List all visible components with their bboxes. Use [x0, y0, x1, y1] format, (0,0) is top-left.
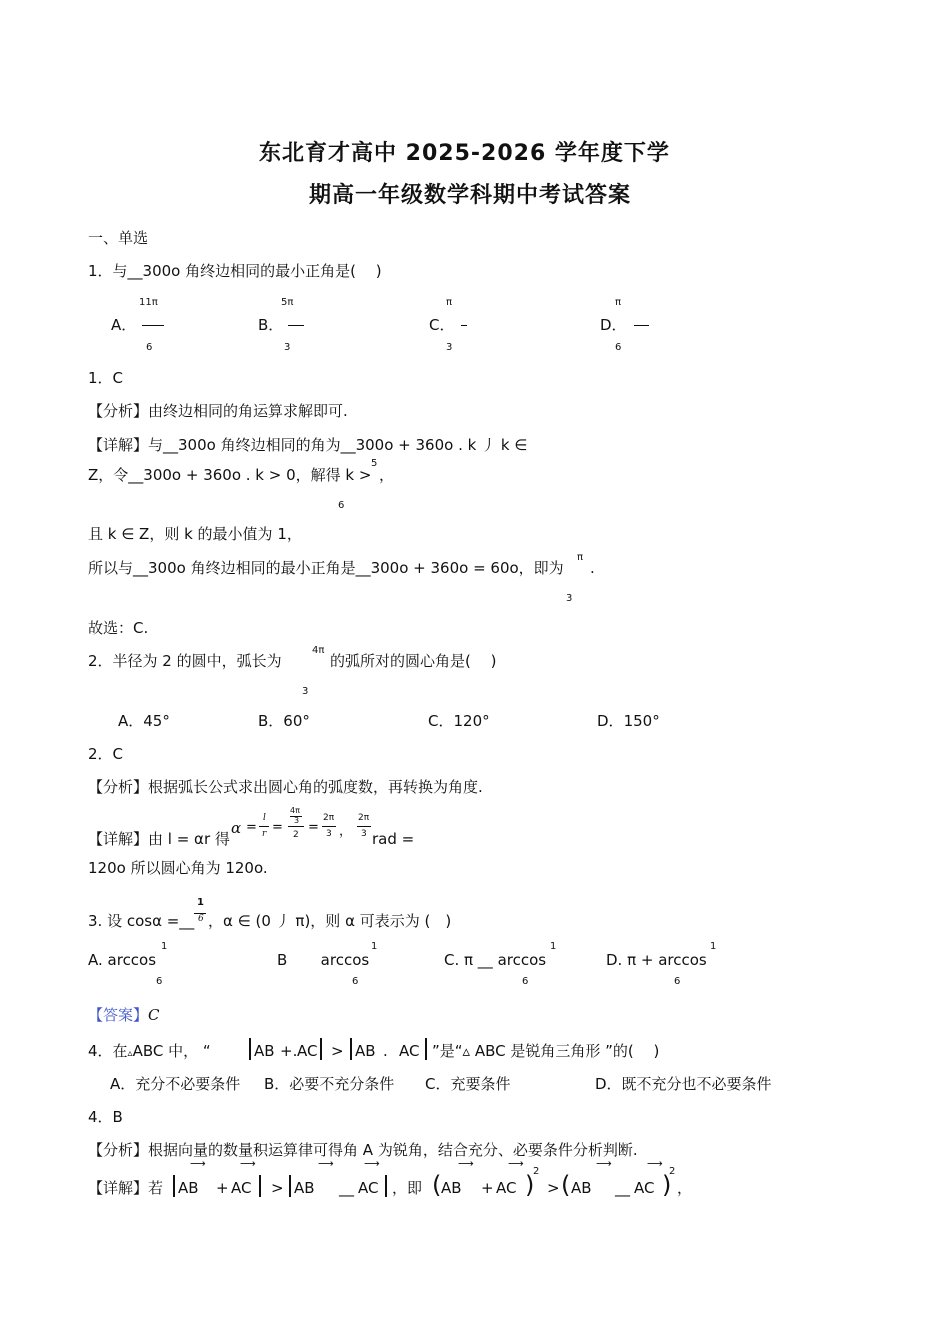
- q4-detail-ac1: AC: [231, 1179, 252, 1197]
- q2-detail-line2: 120o 所以圆心角为 120o.: [88, 859, 268, 877]
- q4-analysis-text: 根据向量的数量积运算律可得角 A 为锐角，结合充分、必要条件分析判断.: [148, 1141, 638, 1159]
- q3-option-b-sup: 1: [371, 941, 378, 952]
- q4-detail-ac4: AC: [634, 1179, 655, 1197]
- q2-formula-sep: ，: [339, 824, 353, 839]
- q4-stem-triangle: ▵: [127, 1048, 133, 1059]
- q4-detail-gt2: >: [547, 1179, 560, 1197]
- q2-detail-tag: 【详解】: [88, 830, 149, 848]
- q4-detail-ab2: AB: [294, 1179, 315, 1197]
- q2-formula-outer-bar: [288, 826, 304, 827]
- q4-stem-start-text: 4．在: [88, 1042, 128, 1060]
- q4-answer: 4．B: [88, 1108, 123, 1126]
- q4-detail-ab1: AB: [178, 1179, 199, 1197]
- q1-option-d-den: 6: [615, 342, 622, 353]
- q4-detail-abs-bar3: [289, 1175, 291, 1197]
- q4-vector-arrow-icon: ⟶: [318, 1157, 334, 1170]
- q3-option-c-sup: 1: [550, 941, 557, 952]
- q3-option-c-sub: 6: [522, 976, 529, 987]
- q4-vector-arrow-icon: ⟶: [240, 1157, 256, 1170]
- q3-option-b-sub: 6: [352, 976, 359, 987]
- q4-detail-abs-bar4: [385, 1175, 387, 1197]
- q2-stem-num: 4π: [312, 645, 325, 656]
- q4-detail-ab4: AB: [571, 1179, 592, 1197]
- q4-detail-sq1: 2: [533, 1166, 540, 1177]
- q4-stem-abs-bar1: [249, 1038, 251, 1060]
- q2-detail-rad: rad =: [372, 830, 415, 848]
- q1-option-a-fraction-bar: [142, 325, 164, 326]
- q2-formula-lr-bar: [259, 826, 269, 827]
- q2-formula-alpha: α: [231, 819, 242, 837]
- q1-answer: 1．C: [88, 369, 124, 387]
- q1-detail-line4-den: 3: [566, 593, 573, 604]
- q1-detail-text1: 与__300o 角终边相同的角为__300o + 360o . k 丿 k ∈: [148, 436, 528, 454]
- q4-stem-abs-bar2: [320, 1038, 322, 1060]
- q1-option-b-label: B．: [258, 316, 284, 334]
- q1-option-c-label: C．: [429, 316, 455, 334]
- q4-stem-ac2: AC: [399, 1042, 420, 1060]
- q4-detail-plus2: +: [481, 1179, 494, 1197]
- q4-detail-start: [88, 1179, 163, 1197]
- q1-stem: 1．与__300o 角终边相同的最小正角是( ): [88, 262, 382, 280]
- q2-detail-start: [88, 830, 230, 848]
- q4-vector-arrow-icon: ⟶: [596, 1157, 612, 1170]
- q4-vector-arrow-icon: ⟶: [647, 1157, 663, 1170]
- q2-stem-end: 的弧所对的圆心角是( ): [330, 652, 497, 670]
- q4-detail-paren-close2: ): [662, 1171, 672, 1199]
- q2-option-d: [597, 712, 660, 730]
- q1-detail-line4-num: π: [577, 552, 584, 563]
- q2-formula-result2-bar: [357, 826, 371, 827]
- q4-detail-minus2: __: [615, 1179, 630, 1197]
- q3-answer: [88, 1006, 160, 1024]
- q3-option-d-label: D. π + arccos: [606, 951, 707, 969]
- q2-formula-l: l: [263, 813, 266, 823]
- q2-option-c: [428, 712, 490, 730]
- q4-detail-paren-close1: ): [525, 1171, 535, 1199]
- q1-detail-line3: 且 k ∈ Z，则 k 的最小值为 1，: [88, 525, 302, 543]
- q1-conclusion: 故选：C.: [88, 619, 149, 637]
- q2-formula-eq1: =: [246, 820, 257, 835]
- q3-stem-num: 1: [197, 897, 204, 908]
- q4-analysis: [88, 1141, 638, 1159]
- q1-detail-line2: [88, 466, 371, 484]
- q1-detail-line4: 所以与__300o 角终边相同的最小正角是__300o + 360o = 60o，即为: [88, 559, 564, 577]
- q2-option-b: [258, 712, 310, 730]
- q2-formula-inner-num: 4π: [290, 806, 300, 815]
- q4-stem-abs-bar3: [350, 1038, 352, 1060]
- q4-stem-start: [88, 1042, 211, 1063]
- page-title-line1: 东北育才高中 2025-2026 学年度下学: [259, 141, 670, 166]
- q1-detail-line1: [88, 436, 527, 454]
- q4-analysis-tag: 【分析】: [88, 1141, 149, 1159]
- q1-option-b-den: 3: [284, 342, 291, 353]
- q4-option-a: A．充分不必要条件: [110, 1075, 241, 1093]
- q1-option-b-fraction-bar: [288, 325, 304, 326]
- q2-option-a: [118, 712, 170, 730]
- q2-detail-start-text: 由 l = αr 得: [148, 830, 230, 848]
- q2-formula-result-num: 2π: [323, 813, 335, 823]
- q1-detail-frac-den: 6: [338, 500, 345, 511]
- q2-option-b-label: B．: [258, 712, 284, 730]
- q2-formula-eq2: =: [272, 820, 283, 835]
- q4-stem-end: ”是“▵ ABC 是锐角三角形 ”的( ): [432, 1042, 660, 1060]
- q4-stem-ab1: AB: [254, 1042, 275, 1060]
- q2-formula-r: r: [262, 829, 267, 839]
- q3-answer-value: C: [148, 1006, 160, 1024]
- q3-stem-end: ，α ∈ (0 丿 π)，则 α 可表示为 ( ): [208, 912, 452, 930]
- q1-analysis: [88, 402, 348, 420]
- q2-formula-result-bar: [322, 826, 336, 827]
- q2-stem-start: 2．半径为 2 的圆中，弧长为: [88, 652, 282, 670]
- q2-stem: [88, 652, 282, 670]
- q4-detail-paren-open1: (: [432, 1171, 442, 1199]
- q4-stem-ab2: AB: [355, 1042, 376, 1060]
- q2-option-c-value: 120°: [453, 712, 490, 730]
- q4-detail-if: 若: [148, 1179, 164, 1197]
- q4-detail-end: ，: [677, 1179, 693, 1197]
- q4-detail-abs-bar2: [259, 1175, 261, 1197]
- q3-option-b-label: B arccos: [277, 951, 370, 969]
- page-title-line2: 期高一年级数学科期中考试答案: [309, 183, 632, 208]
- q1-detail-line2-end: ，: [379, 466, 395, 484]
- q4-stem-abc: ABC 中， “: [132, 1042, 211, 1060]
- q1-option-d-num: π: [615, 297, 622, 308]
- q3-option-c-label: C. π __ arccos: [444, 951, 547, 969]
- q2-answer: 2．C: [88, 745, 124, 763]
- q2-analysis: [88, 778, 483, 796]
- q1-detail-frac-num: 5: [371, 458, 378, 469]
- q4-option-b: B．必要不充分条件: [264, 1075, 395, 1093]
- q2-formula-eq3: =: [308, 820, 319, 835]
- q4-detail-ac2: AC: [358, 1179, 379, 1197]
- q3-stem-start: 3. 设 cosα =__: [88, 912, 195, 930]
- q2-option-d-value: 150°: [623, 712, 660, 730]
- q1-option-c-fraction-bar: [461, 325, 467, 326]
- q3-option-d-sub: 6: [674, 976, 681, 987]
- q1-option-a-num: 11π: [139, 297, 158, 308]
- q4-detail-minus1: __: [339, 1179, 354, 1197]
- q3-option-d-sup: 1: [710, 941, 717, 952]
- q1-option-b-num: 5π: [281, 297, 294, 308]
- q1-option-c-num: π: [446, 297, 453, 308]
- q2-formula-two: 2: [293, 830, 299, 840]
- q2-option-d-label: D．: [597, 712, 624, 730]
- q2-formula-result2-num: 2π: [358, 813, 370, 823]
- q1-option-d-fraction-bar: [634, 325, 649, 326]
- q2-stem-den: 3: [302, 686, 309, 697]
- q1-option-a-den: 6: [146, 342, 153, 353]
- q3-option-a-label: A. arccos: [88, 951, 157, 969]
- q1-detail-line4-end: .: [590, 559, 595, 577]
- q4-detail-gt: >: [271, 1179, 284, 1197]
- q1-analysis-text: 由终边相同的角运算求解即可.: [148, 402, 348, 420]
- q4-detail-ac3: AC: [496, 1179, 517, 1197]
- q1-analysis-tag: 【分析】: [88, 402, 149, 420]
- q2-option-a-value: 45°: [143, 712, 170, 730]
- q2-analysis-tag: 【分析】: [88, 778, 149, 796]
- q4-option-d: D．既不充分也不必要条件: [595, 1075, 772, 1093]
- q4-vector-arrow-icon: ⟶: [364, 1157, 380, 1170]
- q1-option-a-label: A．: [111, 316, 137, 334]
- q4-vector-arrow-icon: ⟶: [458, 1157, 474, 1170]
- q1-option-d-label: D．: [600, 316, 627, 334]
- q4-detail-sq2: 2: [669, 1166, 676, 1177]
- q2-option-b-value: 60°: [283, 712, 310, 730]
- q4-stem-plus: +.: [280, 1042, 298, 1060]
- q4-option-c: C．充要条件: [425, 1075, 511, 1093]
- q3-answer-tag: 【答案】: [88, 1006, 149, 1024]
- q4-stem-ac1: AC: [297, 1042, 318, 1060]
- section-label: 一、单选: [88, 229, 149, 247]
- q4-stem-abs-bar4: [425, 1038, 427, 1060]
- q2-option-c-label: C．: [428, 712, 454, 730]
- q2-formula-result-den: 3: [326, 829, 332, 839]
- q4-detail-tag: 【详解】: [88, 1179, 149, 1197]
- q4-detail-ie: ，即: [392, 1179, 423, 1197]
- q4-stem-minus: .: [383, 1042, 388, 1060]
- q4-vector-arrow-icon: ⟶: [190, 1157, 206, 1170]
- q2-analysis-text: 根据弧长公式求出圆心角的弧度数，再转换为角度.: [148, 778, 483, 796]
- q3-stem-den: 6: [198, 914, 204, 924]
- q4-vector-arrow-icon: ⟶: [508, 1157, 524, 1170]
- q1-detail-text2: Z，令__300o + 360o . k > 0，解得 k >: [88, 466, 372, 484]
- q3-option-a-sup: 1: [161, 941, 168, 952]
- q2-formula-result2-den: 3: [361, 829, 367, 839]
- q3-option-a-sub: 6: [156, 976, 163, 987]
- q1-detail-tag: 【详解】: [88, 436, 149, 454]
- q4-detail-ab3: AB: [441, 1179, 462, 1197]
- q4-stem-gt: >: [331, 1042, 344, 1060]
- q4-detail-abs-bar1: [173, 1175, 175, 1197]
- q2-option-a-label: A．: [118, 712, 144, 730]
- q4-detail-paren-open2: (: [561, 1171, 571, 1199]
- q2-formula-inner-den: 3: [294, 816, 300, 825]
- q4-detail-plus1: +: [216, 1179, 229, 1197]
- q1-option-c-den: 3: [446, 342, 453, 353]
